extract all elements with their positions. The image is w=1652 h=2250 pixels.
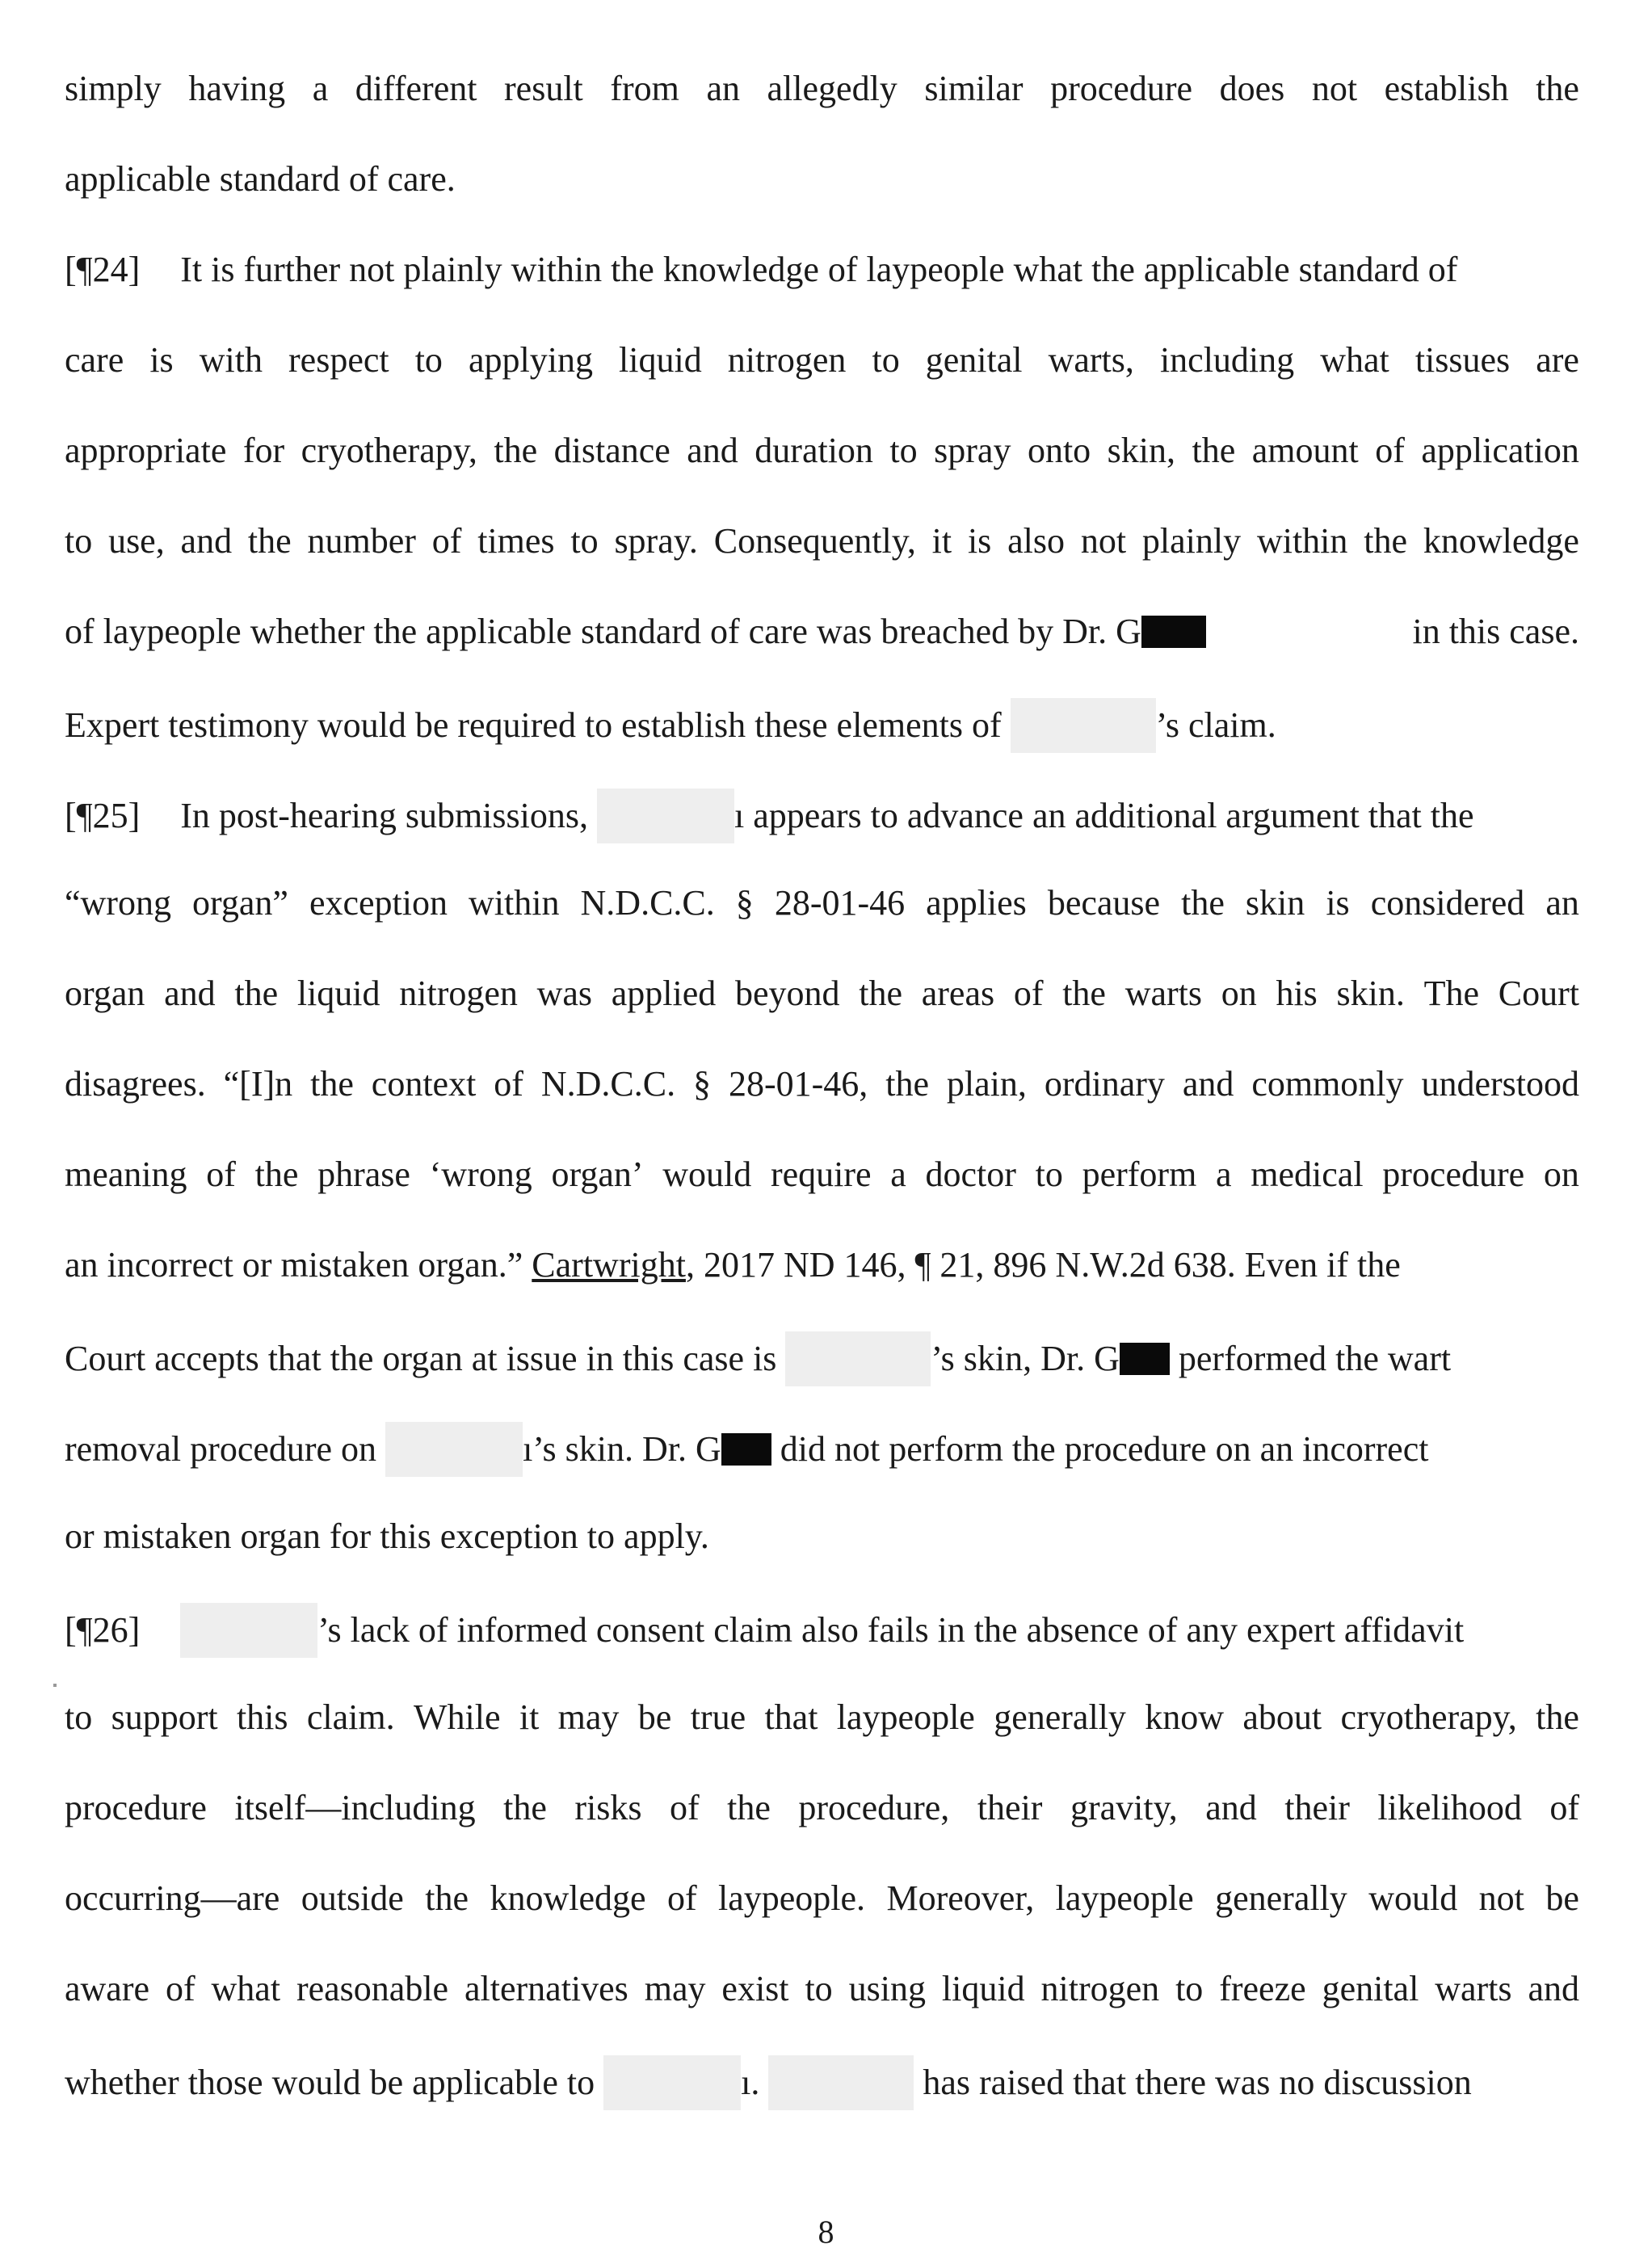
word: While: [413, 1697, 501, 1737]
word: similar: [924, 69, 1024, 108]
word: of: [431, 521, 462, 561]
word: the: [1062, 974, 1106, 1013]
redaction-blur: [768, 2055, 914, 2110]
line-text: , 2017 ND 146, ¶ 21, 896 N.W.2d 638. Even if the: [685, 1245, 1401, 1285]
word: understood: [1421, 1064, 1579, 1104]
text-line: [65, 879, 1579, 927]
word: require: [770, 1154, 872, 1194]
word: support: [111, 1697, 218, 1737]
word: organ”: [192, 883, 288, 923]
text-line: [65, 1150, 1579, 1199]
word: the: [310, 1064, 354, 1104]
word: “wrong: [65, 883, 171, 923]
word: skin,: [1107, 431, 1176, 470]
text-line: [65, 1965, 1579, 2013]
word: about: [1242, 1697, 1322, 1737]
word: and: [687, 431, 738, 470]
word: his: [1276, 974, 1318, 1013]
word: applying: [468, 340, 593, 380]
word: are: [1536, 340, 1579, 380]
text-line: [65, 336, 1579, 385]
word: would: [1368, 1878, 1458, 1918]
word: to: [65, 1697, 93, 1737]
text-line: [65, 608, 1579, 656]
redaction-blur: [785, 1331, 931, 1386]
word: with: [199, 340, 263, 380]
word: knowledge: [490, 1878, 646, 1918]
word: it: [519, 1697, 540, 1737]
word: a: [312, 69, 329, 108]
word: ‘wrong: [429, 1154, 532, 1194]
word: to: [1035, 1154, 1063, 1194]
redaction-blur: [597, 789, 734, 843]
text-line: [65, 969, 1579, 1018]
line-text: ’s skin, Dr. G: [931, 1339, 1120, 1378]
word: applied: [611, 974, 717, 1013]
word: cryotherapy,: [301, 431, 477, 470]
word: “[I]n: [223, 1064, 293, 1104]
line-text: applicable standard of care.: [65, 159, 456, 199]
word: and: [1205, 1788, 1257, 1827]
line-text: ı’s skin. Dr. G: [523, 1429, 721, 1469]
word: may: [557, 1697, 620, 1737]
word: their: [1284, 1788, 1350, 1827]
word: the: [247, 521, 292, 561]
word: Court: [1498, 974, 1579, 1013]
word: is: [967, 521, 992, 561]
word: an: [1545, 883, 1579, 923]
text-line: [65, 1603, 1579, 1658]
word: spray: [934, 431, 1011, 470]
word: knowledge: [1423, 521, 1579, 561]
word: what: [1320, 340, 1389, 380]
word: amount: [1251, 431, 1359, 470]
word: the: [1536, 69, 1579, 108]
text-line: [65, 1060, 1579, 1108]
word: organ’: [551, 1154, 644, 1194]
word: itself—including: [234, 1788, 476, 1827]
word: simply: [65, 69, 162, 108]
redaction-blur: [1011, 698, 1156, 753]
word: from: [610, 69, 679, 108]
line-text: ı appears to advance an additional argument that the: [734, 796, 1474, 835]
word: application: [1421, 431, 1579, 470]
line-text: ’s claim.: [1155, 705, 1276, 745]
word: the: [885, 1064, 929, 1104]
word: Consequently,: [713, 521, 916, 561]
word: that: [764, 1697, 818, 1737]
text-line: [65, 155, 1579, 204]
word: to: [805, 1969, 833, 2008]
redaction-black: [721, 1433, 771, 1466]
word: the: [254, 1154, 299, 1194]
redaction-blur: [180, 1603, 317, 1658]
word: and: [180, 521, 233, 561]
word: §: [693, 1064, 712, 1104]
word: an: [706, 69, 740, 108]
word: exception: [309, 883, 448, 923]
word: procedure: [1382, 1154, 1525, 1194]
text-line: [65, 1784, 1579, 1832]
word: N.D.C.C.: [580, 883, 715, 923]
paragraph-number: [¶26]: [65, 1610, 141, 1650]
text-line: [65, 246, 1579, 294]
word: of: [666, 1878, 697, 1918]
scan-mark: [53, 1684, 57, 1687]
paragraph-number: [¶25]: [65, 796, 141, 835]
word: the: [234, 974, 279, 1013]
word: including: [1159, 340, 1295, 380]
word: also: [1007, 521, 1066, 561]
word: their: [977, 1788, 1043, 1827]
word: laypeople: [1055, 1878, 1194, 1918]
word: aware: [65, 1969, 150, 2008]
word: Moreover,: [886, 1878, 1035, 1918]
word: context: [371, 1064, 477, 1104]
text-line: [65, 789, 1579, 843]
word: warts,: [1048, 340, 1134, 380]
word: be: [637, 1697, 672, 1737]
word: of: [669, 1788, 700, 1827]
word: phrase: [317, 1154, 410, 1194]
word: skin.: [1336, 974, 1405, 1013]
line-text: In post-hearing submissions,: [180, 796, 589, 835]
word: outside: [301, 1878, 404, 1918]
text-line: [65, 1422, 1579, 1477]
line-text: did not perform the procedure on an incorrect: [780, 1429, 1429, 1469]
word: of: [494, 1064, 523, 1104]
word: know: [1145, 1697, 1225, 1737]
word: the: [494, 431, 538, 470]
word: was: [536, 974, 593, 1013]
paragraph-number: [¶24]: [65, 250, 141, 289]
word: within: [469, 883, 560, 923]
line-text: performed the wart: [1178, 1339, 1452, 1378]
word: plainly: [1141, 521, 1242, 561]
word: skin: [1245, 883, 1305, 923]
word: 28-01-46: [774, 883, 906, 923]
text-line: [65, 1874, 1579, 1923]
word: not: [1311, 69, 1358, 108]
redaction-black: [1120, 1343, 1170, 1375]
line-text: of laypeople whether the applicable standard of care was breached by Dr. G: [65, 612, 1141, 651]
word: true: [690, 1697, 746, 1737]
word: this: [236, 1697, 288, 1737]
word: establish: [1384, 69, 1509, 108]
line-text: ’s lack of informed consent claim also fails in the absence of any expert affidavit: [317, 1610, 1465, 1650]
word: be: [1545, 1878, 1579, 1918]
word: the: [425, 1878, 469, 1918]
word: ordinary: [1044, 1064, 1165, 1104]
word: care: [65, 340, 124, 380]
word: considered: [1370, 883, 1525, 923]
word: is: [1326, 883, 1350, 923]
text-line: [65, 1512, 1579, 1561]
word: The: [1423, 974, 1479, 1013]
word: risks: [574, 1788, 642, 1827]
word: of: [165, 1969, 195, 2008]
word: the: [1181, 883, 1225, 923]
line-text: an incorrect or mistaken organ.”: [65, 1245, 523, 1285]
word: of: [1013, 974, 1044, 1013]
word: the: [727, 1788, 771, 1827]
redaction-black: [1141, 616, 1206, 648]
line-text: ı.: [741, 2063, 760, 2102]
word: generally: [1215, 1878, 1347, 1918]
word: duration: [755, 431, 873, 470]
word: to: [1175, 1969, 1204, 2008]
word: genital: [1322, 1969, 1419, 2008]
page-number: 8: [818, 2214, 834, 2250]
word: freeze: [1219, 1969, 1306, 2008]
line-text: It is further not plainly within the knowledge of laypeople what the applicable standard of: [180, 250, 1458, 289]
word: alternatives: [464, 1969, 628, 2008]
word: liquid: [941, 1969, 1025, 2008]
word: organ: [65, 974, 145, 1013]
text-line: [65, 1241, 1579, 1289]
word: not: [1080, 521, 1127, 561]
word: spray.: [614, 521, 698, 561]
line-text: has raised that there was no discussion: [923, 2063, 1472, 2102]
text-line: [65, 517, 1579, 566]
word: warts: [1124, 974, 1202, 1013]
word: commonly: [1251, 1064, 1404, 1104]
line-text: Expert testimony would be required to establish these elements of: [65, 705, 1002, 745]
word: laypeople: [836, 1697, 975, 1737]
word: a: [1216, 1154, 1232, 1194]
word: for: [242, 431, 285, 470]
word: beyond: [735, 974, 840, 1013]
word: of: [1549, 1788, 1579, 1827]
word: is: [149, 340, 174, 380]
word: N.D.C.C.: [540, 1064, 676, 1104]
word: perform: [1082, 1154, 1197, 1194]
word: because: [1047, 883, 1161, 923]
word: areas: [921, 974, 995, 1013]
word: to: [872, 340, 900, 380]
line-text: Court accepts that the organ at issue in this case is: [65, 1339, 777, 1378]
word: distance: [553, 431, 670, 470]
word: medical: [1251, 1154, 1364, 1194]
redaction-blur: [603, 2055, 741, 2110]
word: having: [188, 69, 286, 108]
word: the: [1364, 521, 1407, 561]
word: plain,: [946, 1064, 1027, 1104]
word: to: [889, 431, 918, 470]
word: to: [570, 521, 599, 561]
text-line: [65, 2055, 1579, 2110]
word: the: [859, 974, 903, 1013]
word: cryotherapy,: [1340, 1697, 1517, 1737]
line-text: or mistaken organ for this exception to apply.: [65, 1516, 709, 1556]
word: use,: [108, 521, 165, 561]
word: generally: [994, 1697, 1126, 1737]
word: of: [1375, 431, 1405, 470]
word: disagrees.: [65, 1064, 206, 1104]
word: would: [662, 1154, 752, 1194]
word: §: [735, 883, 754, 923]
word: what: [211, 1969, 281, 2008]
word: reasonable: [296, 1969, 449, 2008]
word: procedure: [1050, 69, 1193, 108]
text-line: [65, 1693, 1579, 1742]
word: number: [307, 521, 416, 561]
word: and: [164, 974, 216, 1013]
case-citation: Cartwright: [532, 1245, 686, 1285]
word: on: [1543, 1154, 1579, 1194]
word: exist: [721, 1969, 789, 2008]
word: using: [848, 1969, 926, 2008]
word: does: [1219, 69, 1285, 108]
word: a: [890, 1154, 906, 1194]
word: 28-01-46,: [728, 1064, 868, 1104]
word: times: [477, 521, 555, 561]
word: the: [503, 1788, 547, 1827]
word: appropriate: [65, 431, 227, 470]
word: nitrogen: [727, 340, 847, 380]
word: claim.: [306, 1697, 395, 1737]
word: procedure: [65, 1788, 207, 1827]
word: respect: [288, 340, 389, 380]
word: gravity,: [1070, 1788, 1178, 1827]
word: and: [1528, 1969, 1579, 2008]
word: it: [931, 521, 952, 561]
redaction-blur: [385, 1422, 523, 1477]
word: different: [355, 69, 477, 108]
word: may: [644, 1969, 706, 2008]
word: applies: [926, 883, 1027, 923]
word: and: [1182, 1064, 1234, 1104]
word: of: [206, 1154, 236, 1194]
word: laypeople.: [718, 1878, 866, 1918]
word: to: [65, 521, 93, 561]
word: genital: [925, 340, 1023, 380]
word: tissues: [1414, 340, 1511, 380]
word: procedure,: [798, 1788, 950, 1827]
line-text: removal procedure on: [65, 1429, 377, 1469]
word: result: [504, 69, 583, 108]
text-line: [65, 65, 1579, 113]
word: occurring—are: [65, 1878, 280, 1918]
word: meaning: [65, 1154, 187, 1194]
word: doctor: [925, 1154, 1016, 1194]
text-line: [65, 1331, 1579, 1386]
word: on: [1221, 974, 1257, 1013]
text-line: [65, 427, 1579, 475]
word: the: [1192, 431, 1236, 470]
word: to: [414, 340, 443, 380]
word: onto: [1027, 431, 1091, 470]
word: likelihood: [1377, 1788, 1522, 1827]
text-line: [65, 698, 1579, 753]
word: not: [1478, 1878, 1524, 1918]
word: liquid: [296, 974, 380, 1013]
word: nitrogen: [1040, 1969, 1160, 2008]
word: liquid: [619, 340, 702, 380]
word: nitrogen: [399, 974, 518, 1013]
line-text: in this case.: [1412, 612, 1579, 651]
word: warts: [1435, 1969, 1512, 2008]
word: the: [1536, 1697, 1579, 1737]
word: within: [1256, 521, 1348, 561]
word: allegedly: [767, 69, 897, 108]
line-text: whether those would be applicable to: [65, 2063, 595, 2102]
